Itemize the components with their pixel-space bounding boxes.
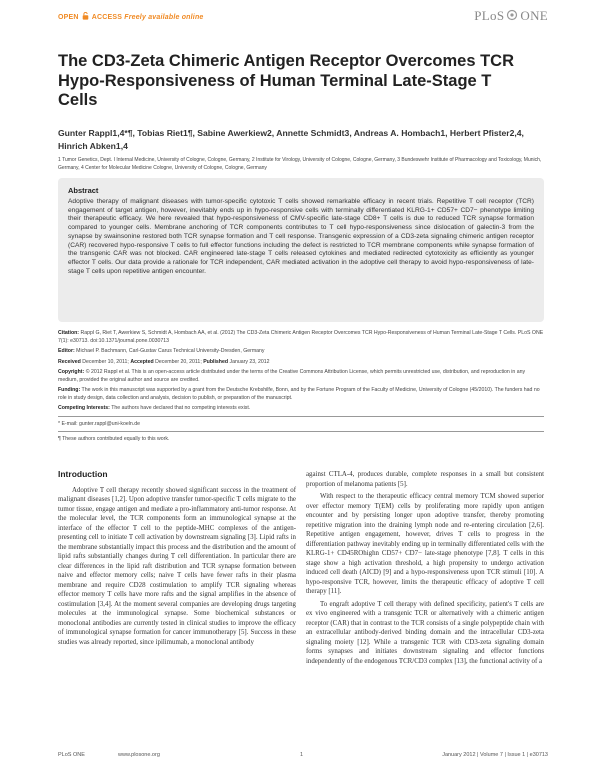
- author-list: Gunter Rappl1,4*¶, Tobias Riet1¶, Sabine Awerkiew2, Annette Schmidt3, Andreas A. Hombach1, Herbert Pfister2,4, Hinrich Abken1,4: [58, 128, 524, 151]
- paragraph: To engraft adoptive T cell therapy with defined specificity, patient's T cells are ex vivo engineered with a transgenic TCR or alternatively with a chimeric antigen receptor (CAR) that in contrast to the TCR consists of a single polypeptide chain with an extracellular antibody-derived binding domain and the intracellular CD3-zeta signaling moiety [12]. While a transgenic TCR with CD3-zeta signaling domain forms synapses and initiates downstream signaling and effector functions independently of the endogenous TCR/CD3 complex [13], the functional activity of a: [306, 600, 544, 665]
- article-title: The CD3-Zeta Chimeric Antigen Receptor Overcomes TCR Hypo-Responsiveness of Human Terminal Late-Stage T Cells: [58, 52, 514, 109]
- abstract-heading: Abstract: [68, 186, 99, 195]
- open-lock-icon: [82, 12, 89, 20]
- paragraph: With respect to the therapeutic efficacy central memory TCM showed superior over effector memory T(EM) cells by proliferating more rapidly upon antigen encounter and by persisting longer upon adoptive transfer, thereby promoting repetitive migration into the draining lymph node and re-entering circulation [2,6]. Repetitive antigen engagement, however, drives T cells to progress in the differentiation pathway inevitably ending up in terminally differentiated cells with the KLRG-1+ CD45ROhighn CD57+ CD7− late-stage phenotype [7,8]. T cells in this stage show a high activation threshold, a high propensity to undergo activation induced cell death (AICD) [9] and a hypo-responsiveness upon TCR stimuli [10]. A hypo-responsive TCR, however, limits the therapeutic efficacy of adoptive T cell therapy [11].: [306, 493, 544, 595]
- journal-logo: PLoS ONE: [474, 8, 548, 23]
- page-number: 1: [300, 752, 304, 758]
- plos-circle-icon: [506, 9, 518, 21]
- competing-interests: Competing Interests: The authors have declared that no competing interests exist.: [58, 405, 251, 411]
- dates: Received December 10, 2011; Accepted December 20, 2011; Published January 23, 2012: [58, 358, 270, 365]
- paragraph: against CTLA-4, produces durable, complete responses in a small but consistent proportion of melanoma patients [5].: [306, 471, 544, 488]
- editor: Editor: Michael P. Bachmann, Carl-Gustav Carus Technical University-Dresden, Germany: [58, 348, 265, 354]
- funding: Funding: The work in this manuscript was supported by a grant from the Deutsche Krebshilfe, Bonn, and by the Fortune Program of the Faculty of Medicine, University of Cologne (45/2010). The funders had no role in study design, data collection and analysis, decision to publish, or preparation of the manuscript.: [58, 387, 540, 401]
- equal-contribution-note: ¶ These authors contributed equally to this work.: [58, 436, 170, 442]
- section-heading-introduction: Introduction: [58, 469, 108, 479]
- open-access-badge: OPEN ACCESS Freely available online: [58, 14, 204, 21]
- divider: [58, 431, 544, 432]
- citation: Citation: Rappl G, Riet T, Awerkiew S, Schmidt A, Hombach AA, et al. (2012) The CD3-Zeta Chimeric Antigen Receptor Overcomes TCR Hypo-Responsiveness of Human Terminal Late-Stage T Cells. PLoS ONE 7(1): e30713. doi:10.1371/journal.pone.0030713: [58, 330, 544, 344]
- footer-journal: PLoS ONE: [58, 752, 85, 758]
- copyright: Copyright: © 2012 Rappl et al. This is an open-access article distributed under the terms of the Creative Commons Attribution License, which permits unrestricted use, distribution, and reproduction in any medium, provided the original author and source are credited.: [58, 369, 526, 383]
- journal-header-bar: [58, 8, 548, 28]
- abstract-box: [58, 178, 544, 322]
- footer-issue: January 2012 | Volume 7 | Issue 1 | e30713: [442, 752, 548, 758]
- corresponding-email: * E-mail: gunter.rappl@uni-koeln.de: [58, 420, 140, 427]
- divider: [58, 416, 544, 417]
- free-online-text: Freely available online: [124, 14, 204, 21]
- page-footer: [58, 752, 548, 764]
- footer-url[interactable]: www.plosone.org: [118, 752, 160, 758]
- paragraph: Adoptive T cell therapy recently showed significant success in the treatment of malignant diseases [1,2]. Upon adoptive transfer tumor-specific T cells migrate to the tumor tissue, engage antigen and mediate a pro-inflammatory anti-tumor response. At the molecular level, the TCR components form an immunological synapse at the interface of the effector T cell to the peptide-MHC complexes of the antigen-presenting cell to initiate T cell activation by downstream signaling [3]. Lipid rafts in the membrane substantially impact this process and the distribution and the amount of lipid rafts substantially changes during T cell differentiation. In particular there are clear differences in the lipid raft distribution and TCR synapse formation between naive and effector memory cells; naive T cells have fewer rafts in their plasma membrane and require CD28 costimulation to amplify TCR signaling whereas effector memory T cells have more rafts and the signal amplifies in the absence of costimulation [3,4]. At the moment several companies are developing drugs targeting molecules at the immunological synapse. Some biochemical substances or monoclonal antibodies are currently tested in clinical studies to improve the efficacy of immunological synapse formation for cancer immunotherapy [5]. Success in these studies was already reported, since ipilimumab, a monoclonal antibody: [58, 486, 296, 646]
- abstract-text: Adoptive therapy of malignant diseases with tumor-specific cytotoxic T cells showed remarkable efficacy in recent trials. Repetitive T cell receptor (TCR) engagement of target antigen, however, inevitably ends up in hypo-responsive cells with terminally differentiated KLRG-1+ CD57+ CD7− phenotype limiting their therapeutic efficacy. We here revealed that hypo-responsiveness of CMV-specific late-stage CD8+ T cells is due to reduced TCR synapse formation compared to younger cells. Membrane anchoring of TCR components contributes to T cell hypo-responsiveness since dislocation of galectin-3 from the synapse by swainsonine restored both TCR synapse formation and T cell response. Transgenic expression of a CD3-zeta signaling chimeric antigen receptor (CAR) recovered hypo-responsive T cells to full effector functions including the defect is restricted to TCR membrane components while synapse formation of the transgenic CAR was not blocked. CAR engineered late-stage T cells released cytokines and mediated redirected cytotoxicity as efficiently as younger effector T cells. Our data provide a rationale for TCR independent, CAR mediated activation in the adoptive cell therapy to avoid hypo-responsiveness of late-stage T cells upon repetitive antigen encounter.: [68, 198, 534, 275]
- affiliations: 1 Tumor Genetics, Dept. I Internal Medicine, University of Cologne, Cologne, Germany, 2 Institute for Virology, University of Cologne, Cologne, Germany, 3 Bundeswehr Institute of Pharmacology and Toxicology, Munich, Germany, 4 Center for Molecular Medicine Cologne, University of Cologne, Cologne, Germany: [58, 157, 542, 171]
- article-metadata: [58, 330, 544, 447]
- body-column-left: [58, 470, 296, 650]
- body-column-right: [306, 470, 544, 669]
